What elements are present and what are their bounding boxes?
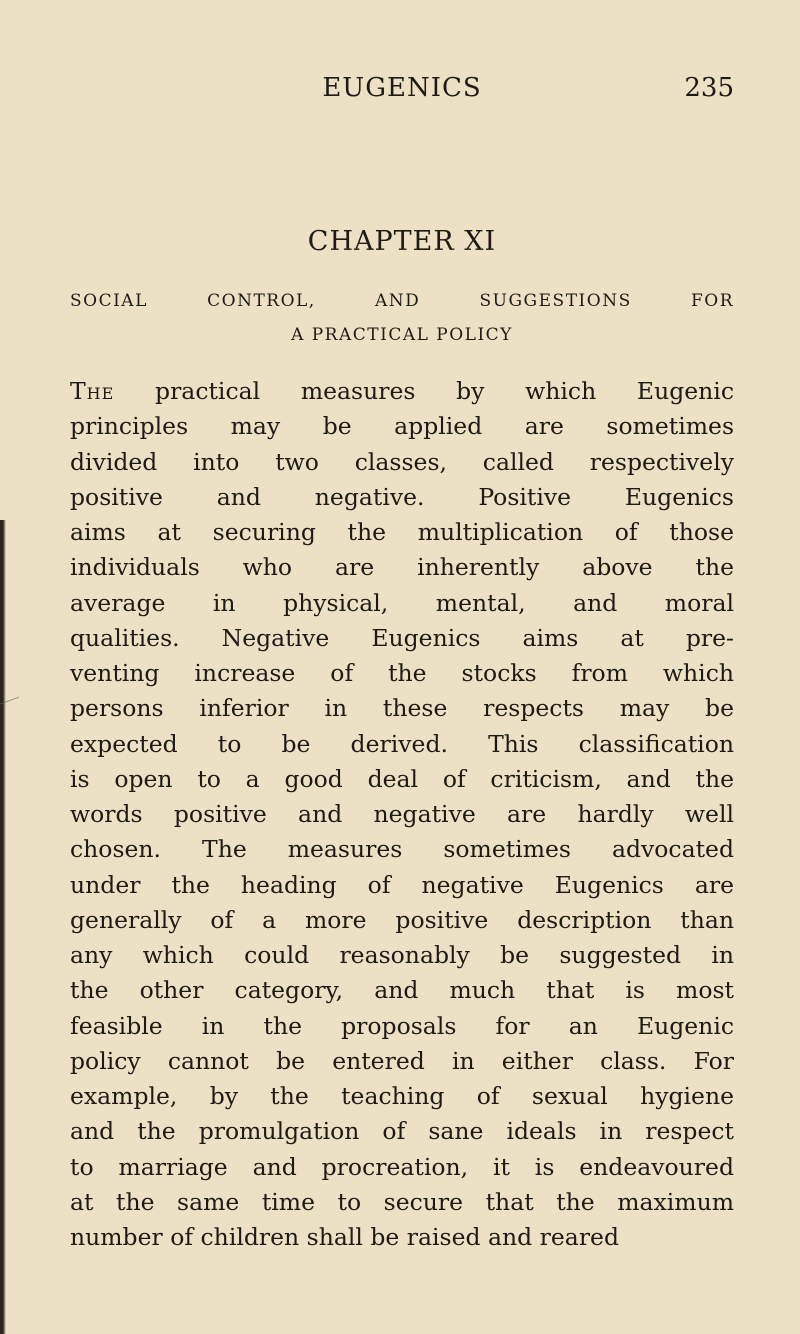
running-title: EUGENICS — [322, 73, 482, 103]
paragraph-line: average in physical, mental, and moral — [70, 588, 734, 617]
chapter-subtitle — [70, 284, 734, 352]
paragraph-line: feasible in the proposals for an Eugenic — [70, 1011, 734, 1040]
chapter-subtitle-line: A PRACTICAL POLICY — [291, 325, 513, 345]
paragraph-line: divided into two classes, called respectively — [70, 447, 734, 476]
paragraph-line: positive and negative. Positive Eugenics — [70, 482, 734, 511]
page-number: 235 — [684, 73, 734, 103]
paragraph-line: qualities. Negative Eugenics aims at pre- — [70, 623, 734, 652]
running-head — [70, 68, 734, 108]
paragraph-line: to marriage and procreation, it is endeavoured — [70, 1152, 734, 1181]
paragraph-line: and the promulgation of sane ideals in respect — [70, 1117, 734, 1146]
paragraph-line — [70, 374, 734, 409]
paragraph-line: persons inferior in these respects may be — [70, 694, 734, 723]
paragraph-line: chosen. The measures sometimes advocated — [70, 835, 734, 864]
body-paragraph — [70, 374, 734, 1255]
paragraph-line: venting increase of the stocks from which — [70, 659, 734, 687]
paragraph-line: words positive and negative are hardly well — [70, 800, 734, 828]
paragraph-line: generally of a more positive description than — [70, 905, 734, 934]
page-spine-shadow — [0, 520, 6, 1334]
paragraph-line: at the same time to secure that the maximum — [70, 1187, 734, 1216]
paragraph-line: policy cannot be entered in either class. For — [70, 1046, 734, 1075]
paragraph-line: is open to a good deal of criticism, and the — [70, 764, 734, 793]
paragraph-line: individuals who are inherently above the — [70, 553, 734, 582]
paragraph-line: principles may be applied are sometimes — [70, 412, 734, 441]
chapter-heading: CHAPTER XI — [307, 226, 497, 257]
paragraph-line: the other category, and much that is most — [70, 976, 734, 1005]
first-line-text: practical measures by which Eugenic — [155, 377, 734, 405]
paragraph-line: number of children shall be raised and reared — [70, 1223, 620, 1251]
paragraph-line: expected to be derived. This classification — [70, 729, 734, 758]
paragraph-line: any which could reasonably be suggested in — [70, 941, 734, 969]
lead-word: The — [70, 377, 115, 405]
paragraph-line: under the heading of negative Eugenics are — [70, 870, 734, 899]
paragraph-line: example, by the teaching of sexual hygiene — [70, 1082, 734, 1110]
paragraph-line: aims at securing the multiplication of those — [70, 518, 734, 546]
chapter-subtitle-line: SOCIAL CONTROL, AND SUGGESTIONS FOR — [70, 291, 734, 311]
